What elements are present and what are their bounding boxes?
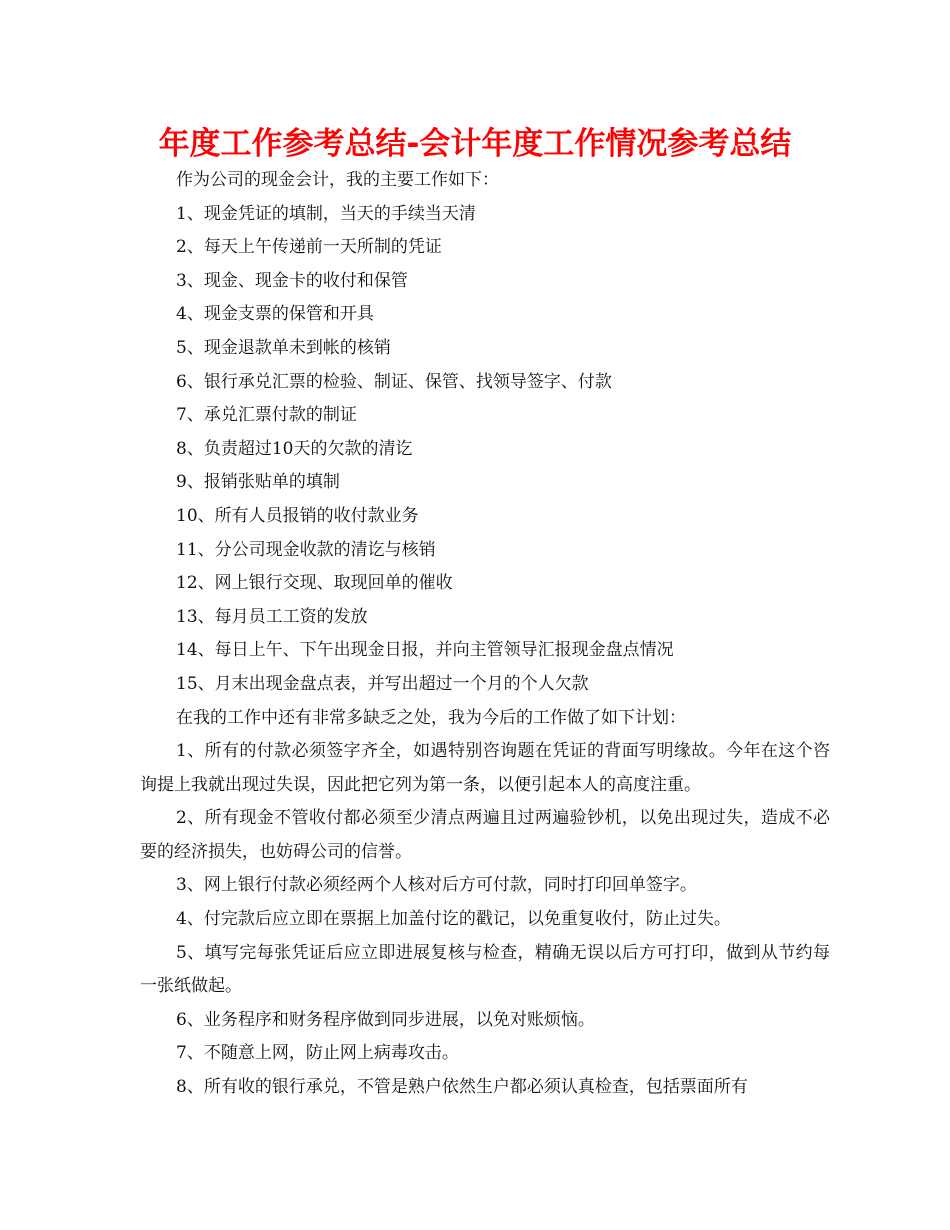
duty-item-12: 12、网上银行交现、取现回单的催收 — [176, 573, 453, 594]
plan-item-2: 2、所有现金不管收付都必须至少清点两遍且过两遍验钞机，以免出现过失，造成不必要的经济损失，也妨碍公司的信誉。 — [140, 808, 830, 862]
duty-item-9: 9、报销张贴单的填制 — [176, 472, 340, 493]
duty-item-2: 2、每天上午传递前一天所制的凭证 — [176, 237, 442, 258]
duty-item-1: 1、现金凭证的填制，当天的手续当天清 — [176, 203, 476, 224]
duty-item-13: 13、每月员工工资的发放 — [176, 606, 368, 627]
plan-item-6: 6、业务程序和财务程序做到同步进展，以免对账烦恼。 — [176, 1009, 595, 1030]
duty-item-10: 10、所有人员报销的收付款业务 — [176, 505, 419, 526]
duty-item-3: 3、现金、现金卡的收付和保管 — [176, 270, 408, 291]
plan-item-4: 4、付完款后应立即在票据上加盖付讫的戳记，以免重复收付，防止过失。 — [176, 909, 731, 930]
duty-item-7: 7、承兑汇票付款的制证 — [176, 405, 357, 426]
document-body — [140, 164, 830, 1105]
document-title: 年度工作参考总结-会计年度工作情况参考总结 — [158, 126, 792, 162]
duty-item-8: 8、负责超过10天的欠款的清讫 — [176, 438, 413, 459]
plan-intro-paragraph: 在我的工作中还有非常多缺乏之处，我为今后的工作做了如下计划： — [176, 707, 686, 728]
duty-item-11: 11、分公司现金收款的清讫与核销 — [176, 539, 436, 560]
plan-item-3: 3、网上银行付款必须经两个人核对后方可付款，同时打印回单签字。 — [176, 875, 697, 896]
plan-item-7: 7、不随意上网，防止网上病毒攻击。 — [176, 1043, 459, 1064]
plan-item-5: 5、填写完每张凭证后应立即进展复核与检查，精确无误以后方可打印，做到从节约每一张纸做起。 — [140, 942, 830, 997]
duty-item-4: 4、现金支票的保管和开具 — [176, 304, 374, 325]
duty-item-5: 5、现金退款单未到帐的核销 — [176, 337, 391, 358]
duty-item-14: 14、每日上午、下午出现金日报，并向主管领导汇报现金盘点情况 — [176, 640, 674, 661]
plan-item-8: 8、所有收的银行承兑，不管是熟户依然生户都必须认真检查，包括票面所有 — [176, 1077, 748, 1098]
duty-item-15: 15、月末出现金盘点表，并写出超过一个月的个人欠款 — [176, 673, 589, 694]
intro-paragraph: 作为公司的现金会计，我的主要工作如下： — [176, 170, 499, 190]
duty-item-6: 6、银行承兑汇票的检验、制证、保管、找领导签字、付款 — [176, 371, 612, 392]
plan-item-1: 1、所有的付款必须签字齐全，如遇特别咨询题在凭证的背面写明缘故。今年在这个咨询提上我就出现过失误，因此把它列为第一条，以便引起本人的高度注重。 — [140, 741, 830, 795]
